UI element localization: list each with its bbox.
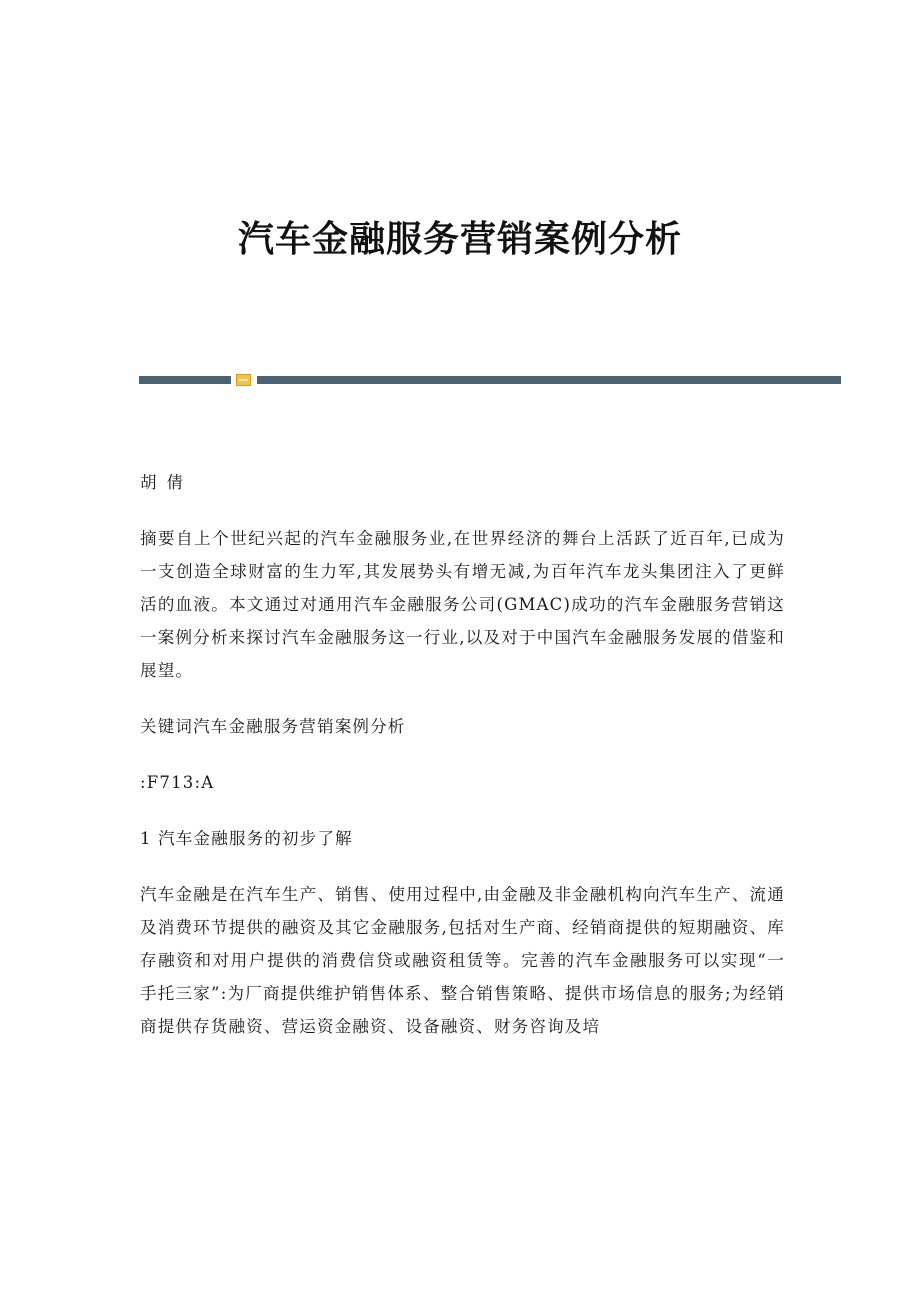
section-paragraph: 汽车金融是在汽车生产、销售、使用过程中,由金融及非金融机构向汽车生产、流通及消费环节提供的融资及其它金融服务,包括对生产商、经销商提供的短期融资、库存融资和对用户提供的消费信贷或融资租赁等。完善的汽车金融服务可以实现“一手托三家”:为厂商提供维护销售体系、整合销售策略、提供市场信息的服务;为经销商提供存货融资、营运资金融资、设备融资、财务咨询及培: [140, 885, 785, 1036]
classification-code: :F713:A: [140, 773, 215, 792]
section-heading: 1 汽车金融服务的初步了解: [140, 829, 353, 848]
divider-bar-left: [139, 376, 231, 384]
keywords-line: 关键词汽车金融服务营销案例分析: [140, 717, 406, 736]
divider-marker-icon: [236, 374, 251, 386]
document-body: [140, 466, 785, 1066]
abstract-paragraph: 摘要自上个世纪兴起的汽车金融服务业,在世界经济的舞台上活跃了近百年,已成为一支创造全球财富的生力军,其发展势头有增无减,为百年汽车龙头集团注入了更鲜活的血液。本文通过对通用汽车金融服务公司(GMAC)成功的汽车金融服务营销这一案例分析来探讨汽车金融服务这一行业,以及对于中国汽车金融服务发展的借鉴和展望。: [140, 529, 785, 680]
document-title: 汽车金融服务营销案例分析: [237, 219, 682, 260]
title-divider: [139, 374, 841, 386]
divider-bar-right: [257, 376, 841, 384]
author-name: 胡倩: [140, 473, 193, 492]
